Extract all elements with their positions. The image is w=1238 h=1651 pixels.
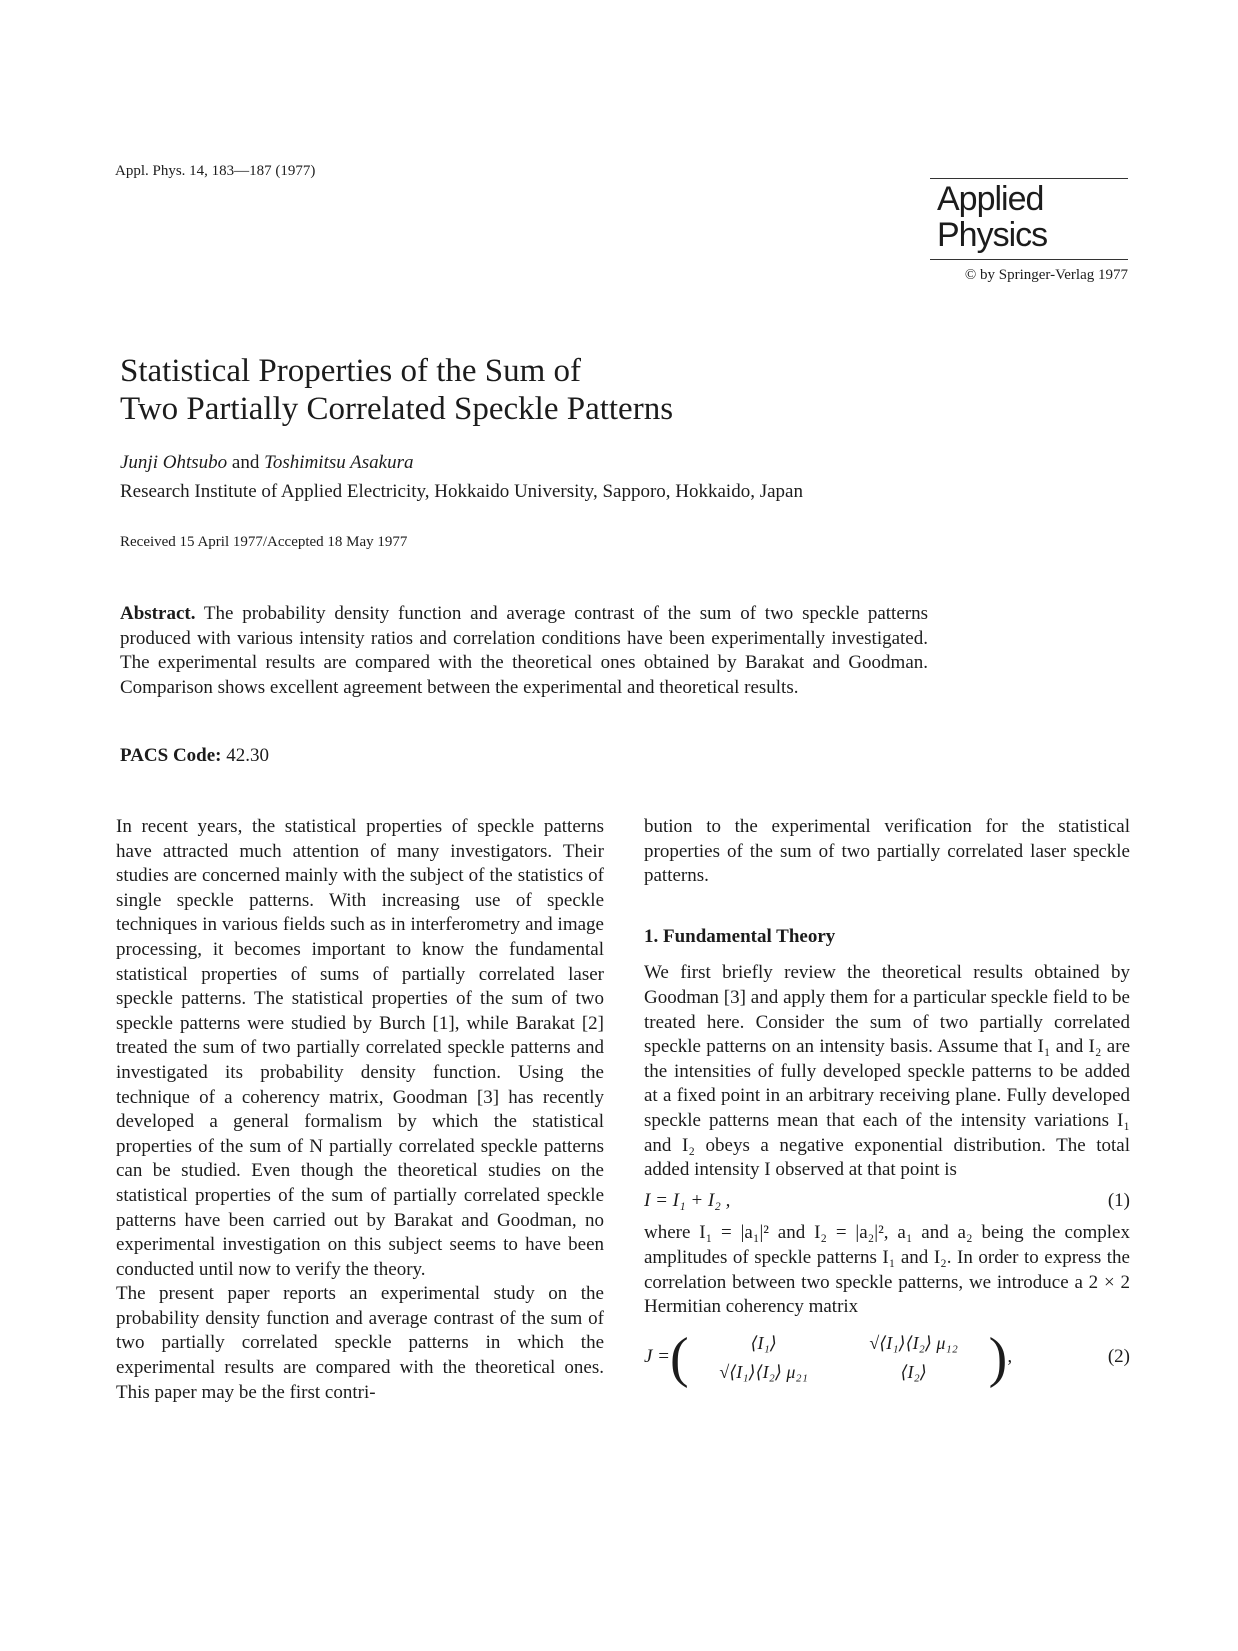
pacs-value: 42.30 bbox=[226, 745, 270, 766]
divider bbox=[930, 178, 1128, 179]
body-column-left bbox=[116, 815, 604, 1405]
journal-name-line1: Applied bbox=[937, 180, 1044, 218]
matrix-cell: √⟨I₁⟩⟨I₂⟩ μ₁₂ bbox=[869, 1333, 958, 1354]
paragraph: The present paper reports an experimental study on the probability density function and average contrast of the sum of two partially correlated speckle patterns in which the experimental results are compared with the theoretical ones. This paper may be the first contri- bbox=[116, 1283, 604, 1403]
author-2: Toshimitsu Asakura bbox=[264, 452, 414, 473]
right-paren: ) bbox=[988, 1326, 1008, 1389]
equation-1 bbox=[644, 1189, 1130, 1214]
body-column-right bbox=[644, 815, 1130, 1389]
affiliation: Research Institute of Applied Electricity, Hokkaido University, Sapporo, Hokkaido, Japan bbox=[120, 481, 803, 502]
section-heading: 1. Fundamental Theory bbox=[644, 925, 836, 947]
matrix-cell: √⟨I₁⟩⟨I₂⟩ μ₂₁ bbox=[719, 1361, 808, 1382]
abstract-text: The probability density function and average contrast of the sum of two speckle patterns produced with various intensity ratios and correlation conditions have been experimentally investigated. The experimental results are compared with the theoretical ones obtained by Barakat and Goodman. Comparison shows excellent agreement between the experimental and theoretical results. bbox=[120, 603, 928, 698]
journal-citation: Appl. Phys. 14, 183—187 (1977) bbox=[115, 163, 316, 179]
equation-2-number: (2) bbox=[1107, 1346, 1130, 1368]
equation-1-number: (1) bbox=[1107, 1189, 1130, 1211]
coherency-matrix: J = ( ⟨I₁⟩ √⟨I₁⟩⟨I₂⟩ μ₁₂ √⟨I₁⟩⟨I₂⟩ μ₂₁ ⟨I₂⟩ ) , bbox=[644, 1326, 1013, 1389]
pacs-code bbox=[120, 745, 269, 767]
authors bbox=[120, 452, 413, 474]
paragraph: We first briefly review the theoretical results obtained by Goodman [3] and apply them for a particular speckle field to be treated here. Consider the sum of two partially correlated speckle patterns on an intensity basis. Assume that I₁ and I₂ are the intensities of fully developed speckle patterns to be added at a fixed point in an arbitrary receiving plane. Fully developed speckle patterns mean that each of the intensity variations I₁ and I₂ obeys a negative exponential distribution. The total added intensity I observed at that point is bbox=[644, 962, 1130, 1181]
equation-2-lhs: J = bbox=[644, 1346, 671, 1368]
pacs-label: PACS Code: bbox=[120, 745, 222, 766]
paragraph: In recent years, the statistical properties of speckle patterns have attracted much attention of many investigators. Their studies are concerned mainly with the subject of the statistics of single speckle patterns. With increasing use of speckle techniques in various fields such as in interferometry and image processing, it becomes important to know the fundamental statistical properties of sums of partially correlated laser speckle patterns. The statistical properties of the sum of two speckle patterns were studied by Burch [1], while Barakat [2] treated the sum of two partially correlated speckle patterns and investigated its probability density function. Using the technique of a coherency matrix, Goodman [3] has recently developed a general formalism by which the statistical properties of the sum of N partially correlated speckle patterns can be studied. Even though the theoretical studies on the statistical properties of the sum of partially correlated speckle patterns have been carried out by Barakat and Goodman, no experimental investigation on this subject seems to have been conducted until now to verify the theory. bbox=[116, 816, 604, 1280]
left-paren: ( bbox=[670, 1326, 689, 1389]
paragraph: where I₁ = |a₁|² and I₂ = |a₂|², a₁ and a₂ being the complex amplitudes of speckle patterns I₁ and I₂. In order to express the correlation between two speckle patterns, we introduce a 2 × 2 Hermitian coherency matrix bbox=[644, 1222, 1130, 1318]
author-1: Junji Ohtsubo bbox=[120, 452, 228, 473]
title-line-2: Two Partially Correlated Speckle Patterns bbox=[120, 391, 674, 427]
paper-title bbox=[120, 352, 673, 428]
title-line-1: Statistical Properties of the Sum of bbox=[120, 353, 582, 389]
received-dates: Received 15 April 1977/Accepted 18 May 1977 bbox=[120, 534, 408, 550]
equation-2 bbox=[644, 1326, 1130, 1389]
journal-logo-block bbox=[930, 178, 1128, 284]
author-joiner: and bbox=[231, 452, 260, 473]
copyright-notice: © by Springer-Verlag 1977 bbox=[964, 267, 1128, 283]
divider bbox=[930, 259, 1128, 260]
matrix-cell: ⟨I₂⟩ bbox=[900, 1361, 927, 1382]
matrix-grid bbox=[689, 1331, 989, 1384]
journal-name-line2: Physics bbox=[937, 216, 1048, 254]
abstract bbox=[120, 602, 928, 700]
equation-1-expression: I = I₁ + I₂ , bbox=[644, 1189, 731, 1211]
matrix-cell: ⟨I₁⟩ bbox=[750, 1333, 777, 1354]
abstract-label: Abstract. bbox=[120, 603, 196, 624]
paragraph: bution to the experimental verification for the statistical properties of the sum of two partially correlated laser speckle patterns. bbox=[644, 816, 1130, 887]
